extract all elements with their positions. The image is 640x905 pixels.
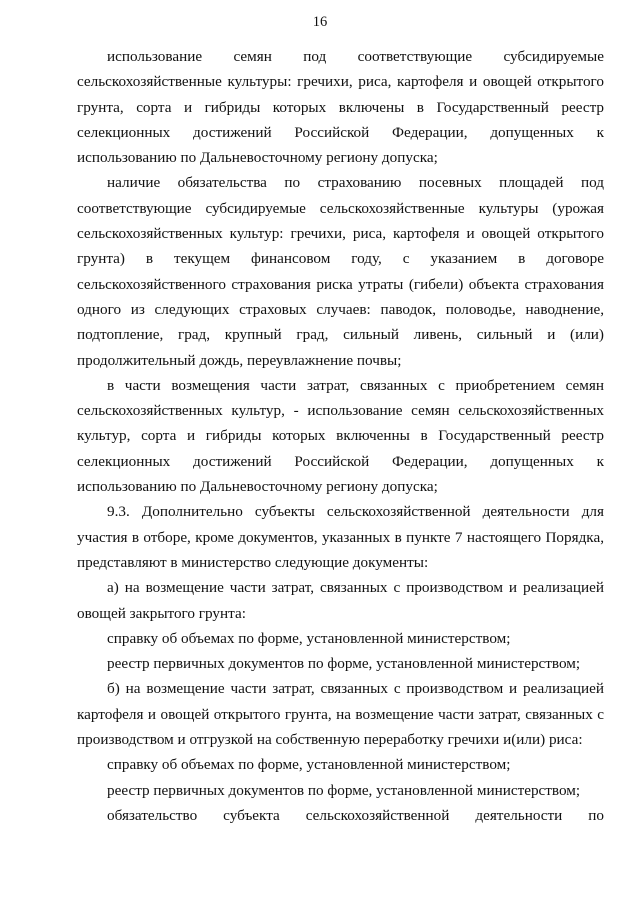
paragraph-seed-cost-reimbursement: в части возмещения части затрат, связанных с приобретением семян сельскохозяйственных культур, - использование семян сельскохозяйственных культур, сорта и гибриды которых включенны в Государственный реестр селекционных достижений Российской Федерации, допущенных к использованию по Дальневосточному региону допуска; (77, 376, 604, 496)
paragraph-primary-docs-registry-2: реестр первичных документов по форме, установленной министерством; (107, 781, 581, 799)
paragraph-insurance-obligation: наличие обязательства по страхованию посевных площадей под соответствующие субсидируемые сельскохозяйственные культуры (урожая сельскохозяйственных культур: гречихи, риса, картофеля и овощей открытого грунта) в текущем финансовом году, с указанием в договоре сельскохозяйственного страхования риска утраты (гибели) объекта страхования одного из следующих страховых случаев: паводок, половодье, наводнение, подтопление, град, крупный град, сильный ливень, сильный и (или) продолжительный дождь, переувлажнение почвы; (77, 174, 604, 369)
paragraph-primary-docs-registry: реестр первичных документов по форме, установленной министерством; (107, 655, 581, 673)
paragraph-volume-certificate-2: справку об объемах по форме, установленной министерством; (107, 756, 511, 774)
paragraph-obligation-start: обязательство субъекта сельскохозяйственной деятельности по (107, 806, 604, 824)
paragraph-volume-certificate: справку об объемах по форме, установленной министерством; (107, 629, 511, 647)
paragraph-item-a: а) на возмещение части затрат, связанных с производством и реализацией овощей закрытого грунта: (77, 579, 604, 622)
document-body (77, 44, 604, 828)
paragraph-seeds-usage: использование семян под соответствующие субсидируемые сельскохозяйственные культуры: гречихи, риса, картофеля и овощей открытого грунта, сорта и гибриды которых включены в Государственный реестр селекционных достижений Российской Федерации, допущенных к использованию по Дальневосточному региону допуска; (77, 48, 604, 167)
page-number: 16 (312, 14, 328, 30)
paragraph-item-b: б) на возмещение части затрат, связанных с производством и реализацией картофеля и овощей открытого грунта, на возмещение части затрат, связанных с производством и отгрузкой на собственную переработку гречихи и(или) риса: (77, 680, 604, 749)
paragraph-section-9-3: 9.3. Дополнительно субъекты сельскохозяйственной деятельности для участия в отборе, кроме документов, указанных в пункте 7 настоящего Порядка, представляют в министерство следующие документы: (77, 503, 604, 571)
